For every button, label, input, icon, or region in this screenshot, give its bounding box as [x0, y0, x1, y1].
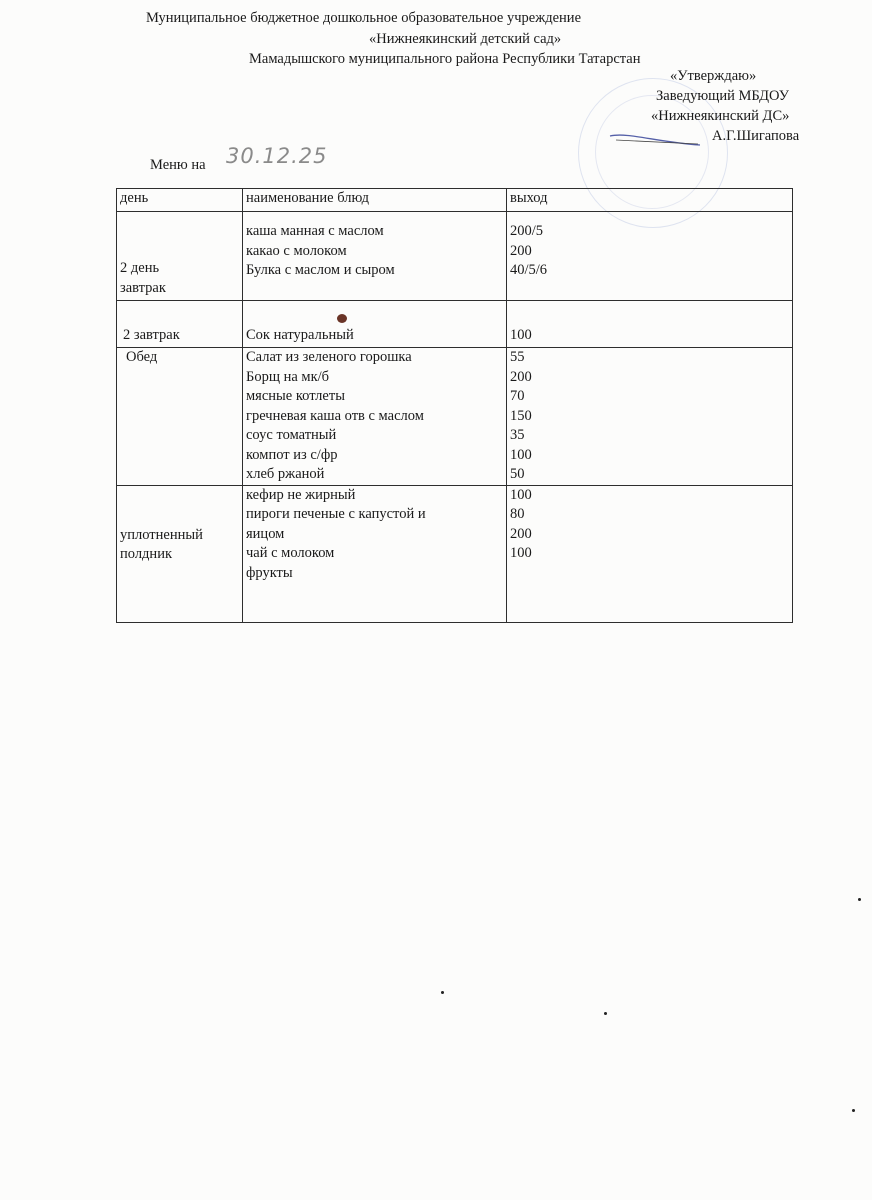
dish-item: пироги печеные с капустой и: [246, 506, 426, 522]
meal-label: полдник: [120, 546, 172, 562]
dish-item: соус томатный: [246, 427, 337, 443]
output-value: 100: [510, 446, 532, 463]
dish-item: яицом: [246, 525, 285, 542]
approval-position: Заведующий МБДОУ: [656, 88, 789, 104]
output-value: 200: [510, 525, 532, 542]
dish-item: Булка с маслом и сыром: [246, 262, 395, 278]
output-value: 200: [510, 368, 532, 385]
meal-label: Обед: [126, 349, 158, 365]
dish-item: Борщ на мк/б: [246, 368, 330, 385]
meal-label: уплотненный: [120, 526, 203, 543]
dish-item: кефир не жирный: [246, 486, 356, 503]
dish-item: Сок натуральный: [246, 326, 354, 343]
scan-speck: [604, 1012, 607, 1015]
header-dish-name: наименование блюд: [243, 189, 507, 212]
output-value: 200/5: [510, 223, 544, 239]
dishes-cell: [243, 348, 507, 486]
meal-label: 2 завтрак: [123, 326, 180, 343]
table-row: [117, 212, 793, 301]
table-header-row: [117, 189, 793, 212]
ink-smudge: [337, 314, 347, 323]
output-value: 150: [510, 407, 532, 424]
output-value: 100: [510, 545, 532, 561]
dish-item: какао с молоком: [246, 242, 347, 259]
scan-speck: [858, 898, 861, 901]
institution-name-line3: Мамадышского муниципального района Республики Татарстан: [249, 51, 641, 67]
menu-date-handwritten: 30.12.25: [226, 144, 328, 168]
output-cell: [507, 301, 793, 348]
dish-item: каша манная с маслом: [246, 223, 384, 239]
dish-item: фрукты: [246, 564, 293, 581]
scan-speck: [852, 1109, 855, 1112]
approval-signatory: А.Г.Шигапова: [712, 128, 800, 144]
dishes-cell: [243, 212, 507, 301]
dish-item: компот из с/фр: [246, 446, 338, 463]
signature-line: [606, 118, 702, 148]
institution-name-line2: «Нижнеякинский детский сад»: [369, 31, 562, 47]
output-value: 100: [510, 326, 532, 343]
output-value: 100: [510, 486, 532, 503]
meal-label: 2 день: [120, 260, 160, 276]
header-day: день: [117, 189, 243, 212]
output-value: 40/5/6: [510, 262, 548, 278]
institution-name-line1: Муниципальное бюджетное дошкольное образовательное учреждение: [146, 10, 581, 26]
table-row: [117, 348, 793, 486]
scan-speck: [441, 991, 444, 994]
dish-item: мясные котлеты: [246, 388, 345, 404]
dish-item: Салат из зеленого горошка: [246, 349, 412, 365]
dishes-cell: [243, 301, 507, 348]
output-cell: [507, 348, 793, 486]
output-value: 35: [510, 427, 525, 443]
menu-label: Меню на: [150, 157, 206, 173]
menu-table: [116, 188, 793, 623]
header-output: выход: [507, 189, 793, 212]
output-value: 200: [510, 242, 532, 259]
meal-cell: [117, 212, 243, 301]
approval-title: «Утверждаю»: [670, 68, 757, 84]
output-value: 50: [510, 466, 525, 482]
table-row: [117, 485, 793, 622]
dish-item: хлеб ржаной: [246, 466, 325, 482]
output-cell: [507, 485, 793, 622]
table-row: [117, 301, 793, 348]
dish-item: чай с молоком: [246, 545, 335, 561]
output-value: 70: [510, 388, 525, 404]
dishes-cell: [243, 485, 507, 622]
dish-item: гречневая каша отв с маслом: [246, 407, 424, 424]
meal-cell: [117, 348, 243, 486]
output-cell: [507, 212, 793, 301]
output-value: 80: [510, 506, 525, 522]
meal-cell: [117, 301, 243, 348]
meal-label: завтрак: [120, 279, 166, 296]
approval-organization: «Нижнеякинский ДС»: [651, 108, 790, 124]
output-value: 55: [510, 349, 525, 365]
meal-cell: [117, 485, 243, 622]
